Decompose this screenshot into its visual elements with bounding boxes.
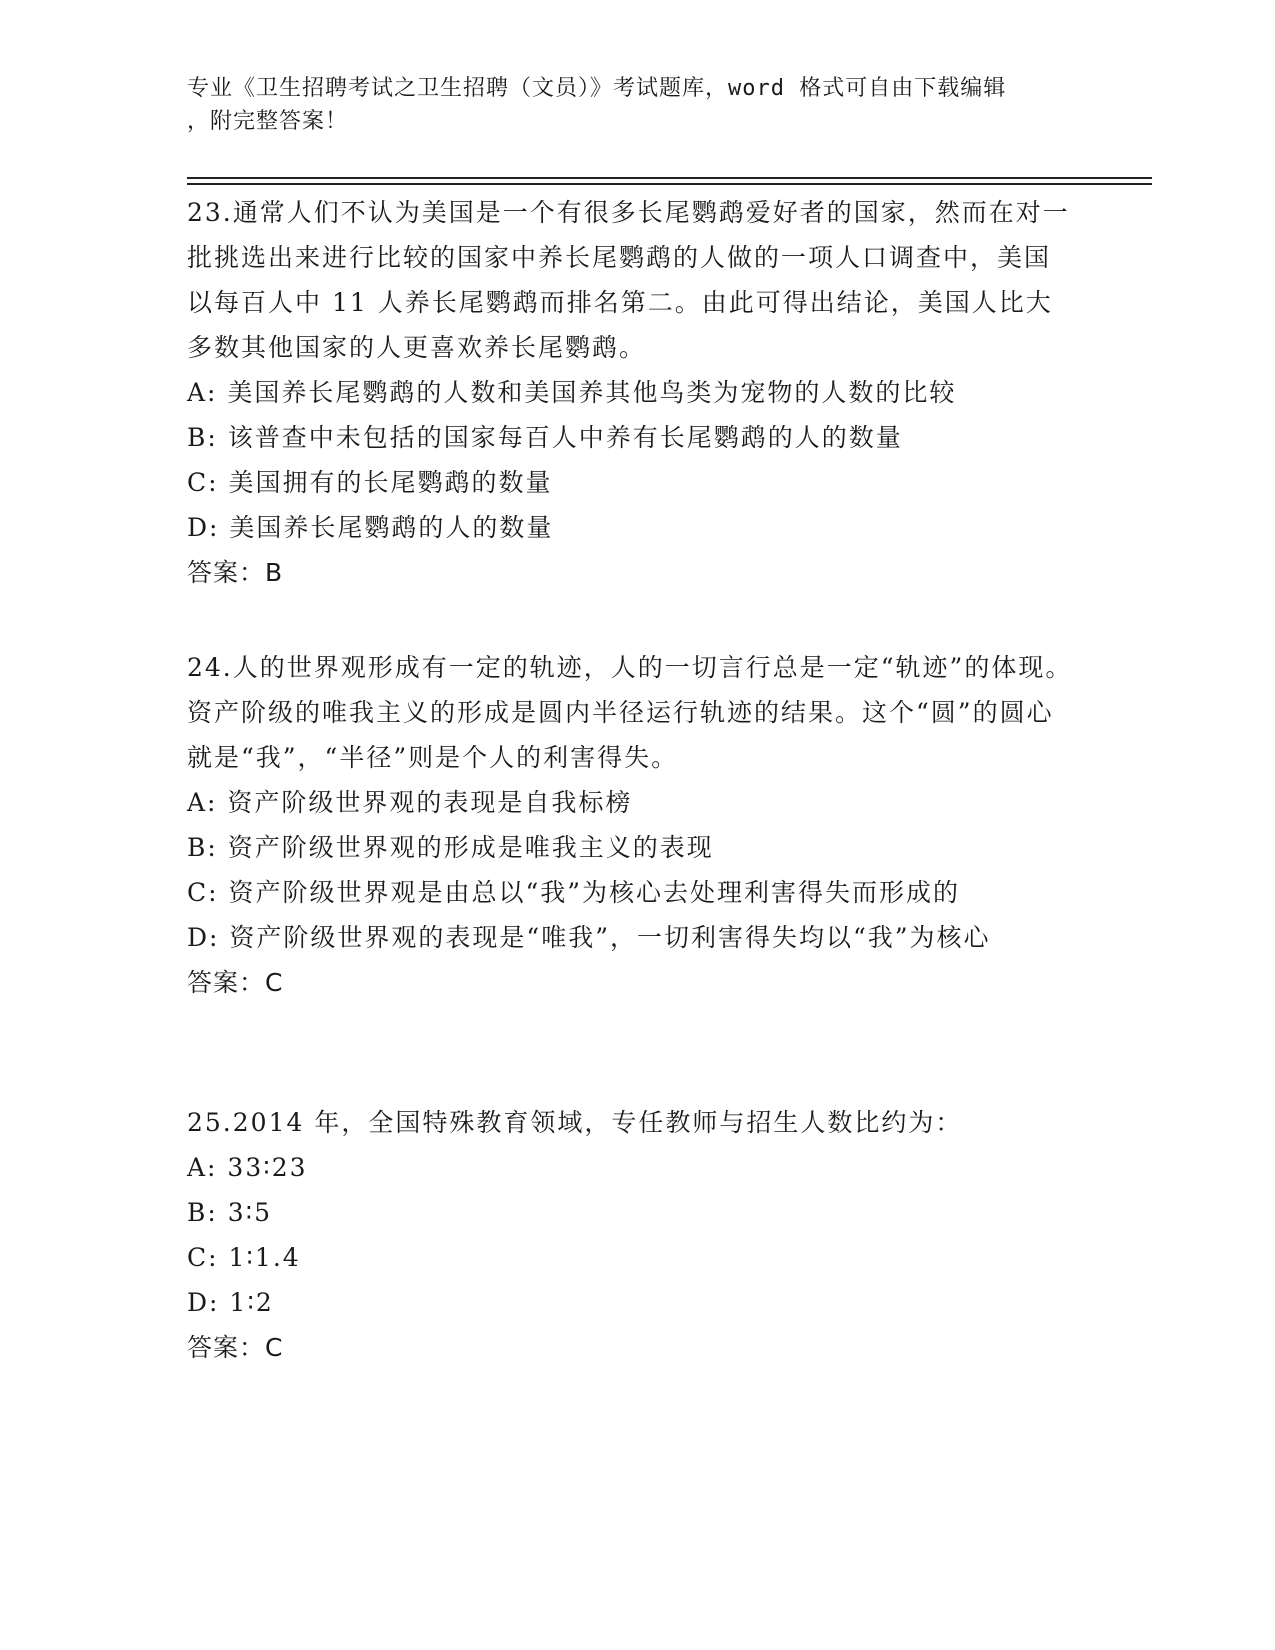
option-c: C: 资产阶级世界观是由总以“我”为核心去处理利害得失而形成的 — [187, 878, 961, 907]
header-line-2: ，附完整答案！ — [187, 109, 349, 134]
answer: 答案：C — [187, 1333, 284, 1362]
answer: 答案：C — [187, 968, 284, 997]
question-23 — [187, 190, 1077, 595]
header-line-1: 专业《卫生招聘考试之卫生招聘（文员）》考试题库，word 格式可自由下载编辑 — [187, 76, 1007, 101]
option-c: C: 1∶1.4 — [187, 1243, 301, 1272]
option-a: A: 美国养长尾鹦鹉的人数和美国养其他鸟类为宠物的人数的比较 — [187, 378, 957, 407]
question-stem: 24.人的世界观形成有一定的轨迹，人的一切言行总是一定“轨迹”的体现。资产阶级的唯我主义的形成是圆内半径运行轨迹的结果。这个“圆”的圆心就是“我”，“半径”则是个人的利害得失。 — [187, 653, 1073, 772]
document-header — [187, 72, 1087, 138]
option-d: D: 1∶2 — [187, 1288, 274, 1317]
answer: 答案：B — [187, 558, 284, 587]
question-stem: 25.2014 年，全国特殊教育领域，专任教师与招生人数比约为： — [187, 1108, 963, 1137]
question-24 — [187, 645, 1077, 1005]
option-b: B: 3∶5 — [187, 1198, 273, 1227]
header-divider-bottom — [187, 183, 1152, 185]
option-d: D: 资产阶级世界观的表现是“唯我”，一切利害得失均以“我”为核心 — [187, 923, 991, 952]
question-25 — [187, 1100, 1077, 1370]
option-a: A: 资产阶级世界观的表现是自我标榜 — [187, 788, 633, 817]
question-stem: 23.通常人们不认为美国是一个有很多长尾鹦鹉爱好者的国家，然而在对一批挑选出来进行比较的国家中养长尾鹦鹉的人做的一项人口调查中，美国以每百人中 11 人养长尾鹦鹉而排名第二。由此可得出结论，美国人比大多数其他国家的人更喜欢养长尾鹦鹉。 — [187, 198, 1070, 362]
option-d: D: 美国养长尾鹦鹉的人的数量 — [187, 513, 554, 542]
header-divider-top — [187, 177, 1152, 179]
option-a: A: 33∶23 — [187, 1153, 308, 1182]
option-b: B: 资产阶级世界观的形成是唯我主义的表现 — [187, 833, 714, 862]
option-c: C: 美国拥有的长尾鹦鹉的数量 — [187, 468, 553, 497]
option-b: B: 该普查中未包括的国家每百人中养有长尾鹦鹉的人的数量 — [187, 423, 903, 452]
